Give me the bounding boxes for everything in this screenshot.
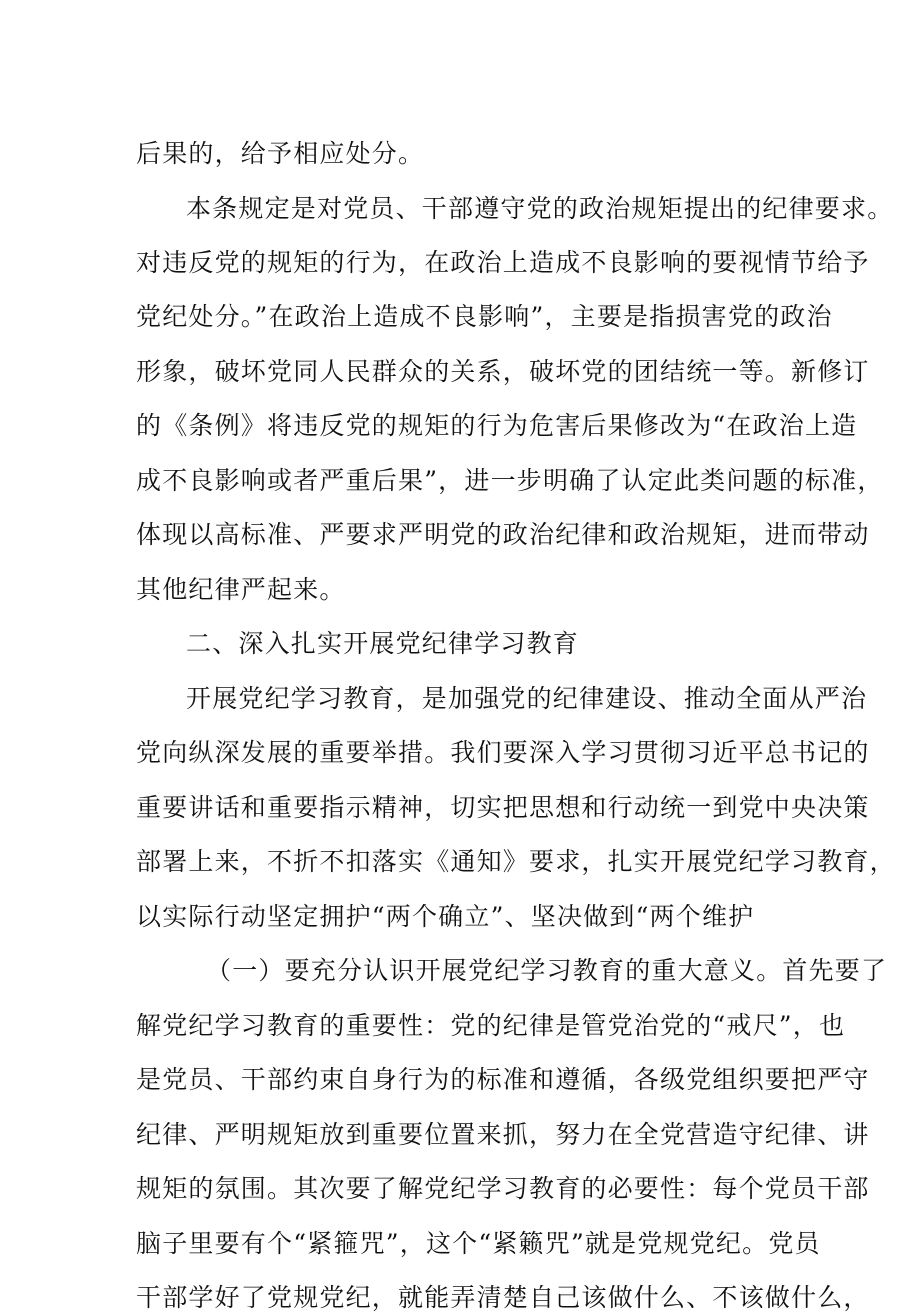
body-text-line: 形象，破坏党同人民群众的关系，破坏党的团结统一等。新修订	[136, 357, 870, 386]
body-text-line: 其他纪律严起来。	[136, 575, 346, 604]
section-heading: 二、深入扎实开展党纪律学习教育	[186, 629, 580, 658]
body-text-line: 的《条例》将违反党的规矩的行为危害后果修改为“在政治上造	[136, 411, 858, 440]
body-text-line: 规矩的氛围。其次要了解党纪学习教育的必要性：每个党员干部	[136, 1174, 870, 1203]
body-text-line: 以实际行动坚定拥护“两个确立”、坚决做到“两个维护	[136, 902, 755, 931]
subsection-heading-line: （一）要充分认识开展党纪学习教育的重大意义。首先要了	[206, 956, 888, 985]
body-text-line: 重要讲话和重要指示精神，切实把思想和行动统一到党中央决策	[136, 793, 870, 822]
body-text-line: 成不良影响或者严重后果”，进一步明确了认定此类问题的标准，	[136, 466, 884, 495]
body-text-line: 体现以高标准、严要求严明党的政治纪律和政治规矩，进而带动	[136, 520, 870, 549]
body-text-line: 后果的，给予相应处分。	[136, 139, 425, 168]
body-text-line: 对违反党的规矩的行为，在政治上造成不良影响的要视情节给予	[136, 248, 870, 277]
body-text-line: 开展党纪学习教育，是加强党的纪律建设、推动全面从严治	[186, 684, 868, 713]
body-text-line: 党纪处分。”在政治上造成不良影响”，主要是指损害党的政治	[136, 302, 833, 331]
body-text-line: 解党纪学习教育的重要性：党的纪律是管党治党的“戒尺”，也	[136, 1011, 846, 1040]
body-text-line: 本条规定是对党员、干部遵守党的政治规矩提出的纪律要求。	[186, 194, 894, 223]
body-text-line: 纪律、严明规矩放到重要位置来抓，努力在全党营造守纪律、讲	[136, 1120, 870, 1149]
body-text-line: 部署上来，不折不扣落实《通知》要求，扎实开展党纪学习教育，	[136, 847, 896, 876]
body-text-line: 是党员、干部约束自身行为的标准和遵循，各级党组织要把严守	[136, 1065, 870, 1094]
body-text-line: 干部学好了党规党纪，就能弄清楚自己该做什么、不该做什么，	[136, 1283, 870, 1312]
body-text-line: 脑子里要有个“紧箍咒”，这个“紧籁咒”就是党规党纪。党员	[136, 1229, 821, 1258]
body-text-line: 党向纵深发展的重要举措。我们要深入学习贯彻习近平总书记的	[136, 738, 870, 767]
